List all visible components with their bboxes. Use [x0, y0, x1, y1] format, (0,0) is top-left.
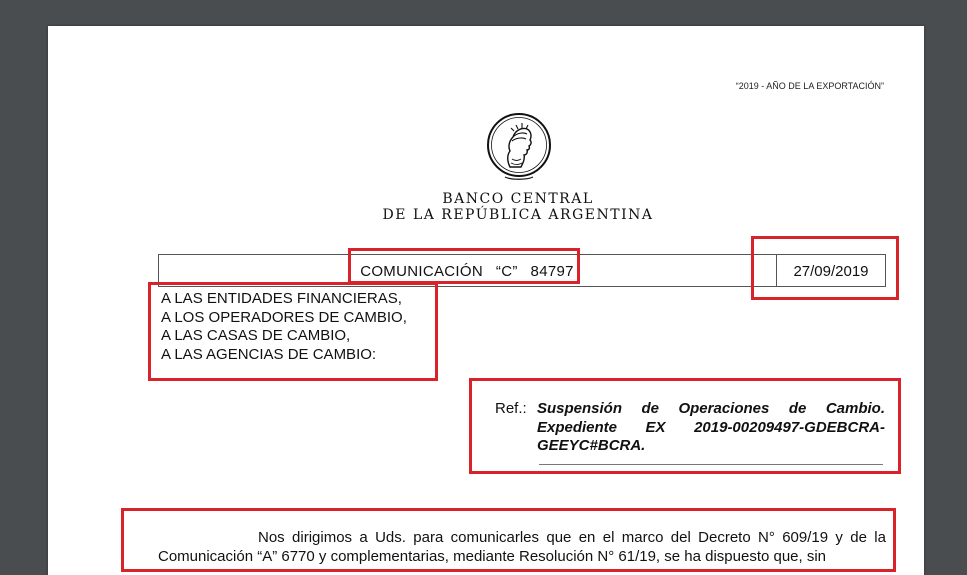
addressee-line: A LAS CASAS DE CAMBIO,: [161, 327, 351, 344]
reference-label: Ref.:: [495, 400, 527, 417]
addressee-line: A LAS AGENCIAS DE CAMBIO:: [161, 345, 377, 363]
addressee-line: A LAS ENTIDADES FINANCIERAS,: [161, 290, 402, 307]
document-page: [48, 26, 924, 575]
body-paragraph: Nos dirigimos a Uds. para comunicarles que en el marco del Decreto N° 609/19 y de la Comunicación “A” 6770 y complementarias, mediante Resolución N° 61/19, se ha dispuesto que, sin: [158, 529, 886, 565]
bank-name-line2: DE LA REPÚBLICA ARGENTINA: [382, 207, 654, 223]
bcra-seal-logo: [485, 111, 553, 187]
reference-underline: [539, 464, 883, 465]
communication-date: 27/09/2019: [793, 263, 869, 280]
communication-title: COMUNICACIÓN “C” 84797: [360, 263, 574, 280]
communication-header-box: [158, 254, 886, 287]
year-motto: “2019 - AÑO DE LA EXPORTACIÓN”: [735, 81, 884, 91]
reference-text: Suspensión de Operaciones de Cambio. Expediente EX 2019-00209497-GDEBCRA-GEEYC#BCRA.: [537, 400, 885, 454]
addressee-list: [161, 290, 407, 364]
addressee-line: A LOS OPERADORES DE CAMBIO,: [161, 308, 407, 326]
bank-name-line1: BANCO CENTRAL: [442, 191, 594, 207]
